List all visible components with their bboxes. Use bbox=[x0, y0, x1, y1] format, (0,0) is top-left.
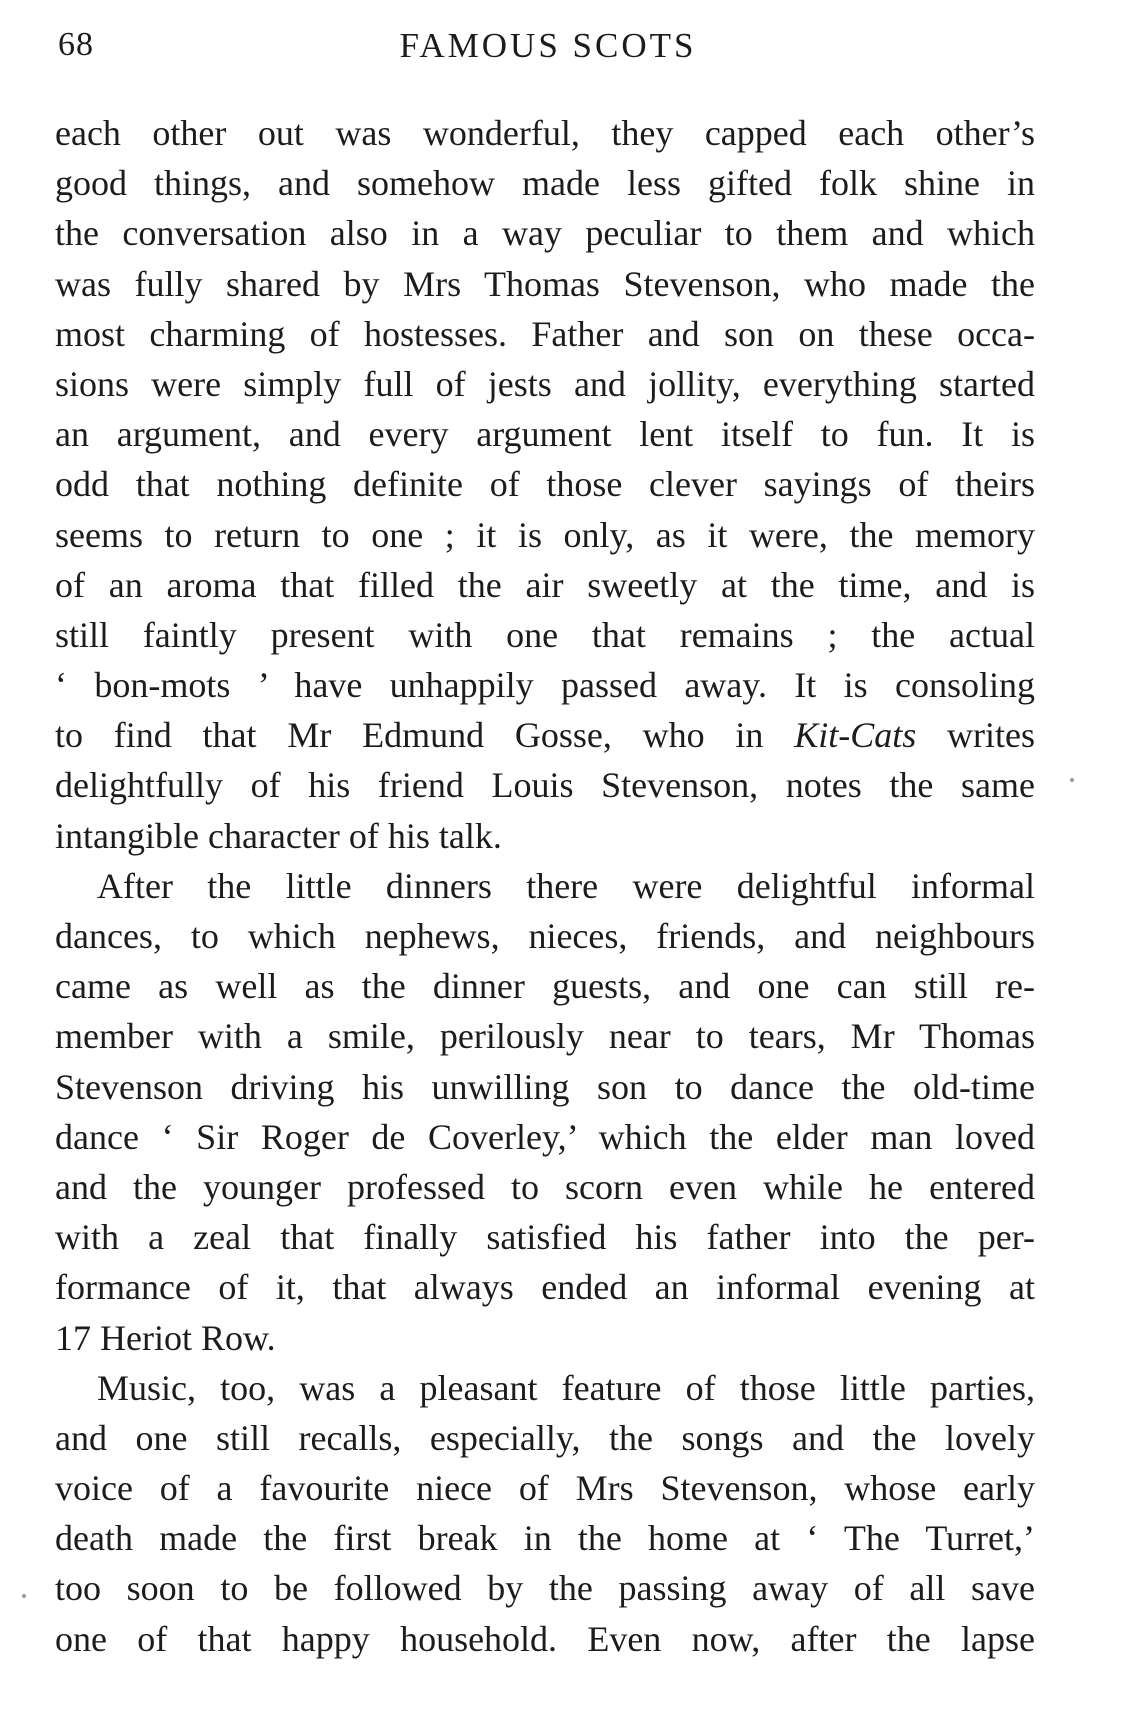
book-title-italic: Kit-Cats bbox=[794, 715, 917, 756]
text-line: and the younger professed to scorn even while he entered bbox=[55, 1166, 1035, 1207]
text-line: one of that happy household. Even now, after the lapse bbox=[55, 1618, 1035, 1659]
text-line: Music, too, was a pleasant feature of those little parties, bbox=[97, 1367, 1035, 1408]
text-line: intangible character of his talk. bbox=[55, 815, 502, 856]
text-line: Stevenson driving his unwilling son to dance the old-time bbox=[55, 1066, 1035, 1107]
text-line: most charming of hostesses. Father and son on these occa- bbox=[55, 313, 1035, 354]
paragraph bbox=[55, 1363, 1035, 1664]
text-line: an argument, and every argument lent itself to fun. It is bbox=[55, 414, 1035, 455]
text-line: and one still recalls, especially, the songs and the lovely bbox=[55, 1417, 1035, 1458]
text-line: member with a smile, perilously near to tears, Mr Thomas bbox=[55, 1016, 1035, 1057]
text-line: too soon to be followed by the passing away of all save bbox=[55, 1568, 1035, 1609]
text-line: each other out was wonderful, they capped each other’s bbox=[55, 113, 1035, 153]
text-line: to find that Mr Edmund Gosse, who in Kit-Cats writes bbox=[55, 715, 1035, 756]
text-line: the conversation also in a way peculiar to them and which bbox=[55, 213, 1035, 254]
text-line: came as well as the dinner guests, and one can still re- bbox=[55, 966, 1035, 1007]
text-line: seems to return to one ; it is only, as it were, the memory bbox=[55, 514, 1035, 555]
page-header bbox=[58, 26, 1038, 76]
text-line: ‘ bon-mots ’ have unhappily passed away. It is consoling bbox=[55, 665, 1035, 706]
text-line: sions were simply full of jests and jollity, everything started bbox=[55, 363, 1035, 404]
text-line: After the little dinners there were delightful informal bbox=[97, 865, 1035, 906]
text-line: dances, to which nephews, nieces, friends, and neighbours bbox=[55, 916, 1035, 956]
text-line: voice of a favourite niece of Mrs Stevenson, whose early bbox=[55, 1468, 1035, 1509]
text-line: dance ‘ Sir Roger de Coverley,’ which the elder man loved bbox=[55, 1116, 1035, 1157]
text-line: still faintly present with one that remains ; the actual bbox=[55, 614, 1035, 655]
text-line: with a zeal that finally satisfied his father into the per- bbox=[55, 1217, 1035, 1258]
running-head: FAMOUS SCOTS bbox=[399, 26, 697, 65]
text-line: odd that nothing definite of those clever sayings of theirs bbox=[55, 464, 1035, 505]
body-text bbox=[55, 108, 1035, 1664]
page-number: 68 bbox=[58, 26, 94, 63]
text-line: of an aroma that filled the air sweetly at the time, and is bbox=[55, 564, 1035, 605]
text-line: 17 Heriot Row. bbox=[55, 1317, 276, 1358]
text-line: good things, and somehow made less gifted folk shine in bbox=[55, 163, 1035, 204]
text-line: death made the first break in the home at ‘ The Turret,’ bbox=[55, 1518, 1035, 1559]
text-line: formance of it, that always ended an informal evening at bbox=[55, 1267, 1035, 1308]
text-line: delightfully of his friend Louis Stevenson, notes the same bbox=[55, 765, 1035, 806]
paper-speck bbox=[1070, 778, 1074, 782]
text-line: was fully shared by Mrs Thomas Stevenson, who made the bbox=[55, 263, 1035, 304]
paper-speck bbox=[22, 1594, 26, 1598]
paragraph bbox=[55, 861, 1035, 1363]
paragraph bbox=[55, 108, 1035, 861]
